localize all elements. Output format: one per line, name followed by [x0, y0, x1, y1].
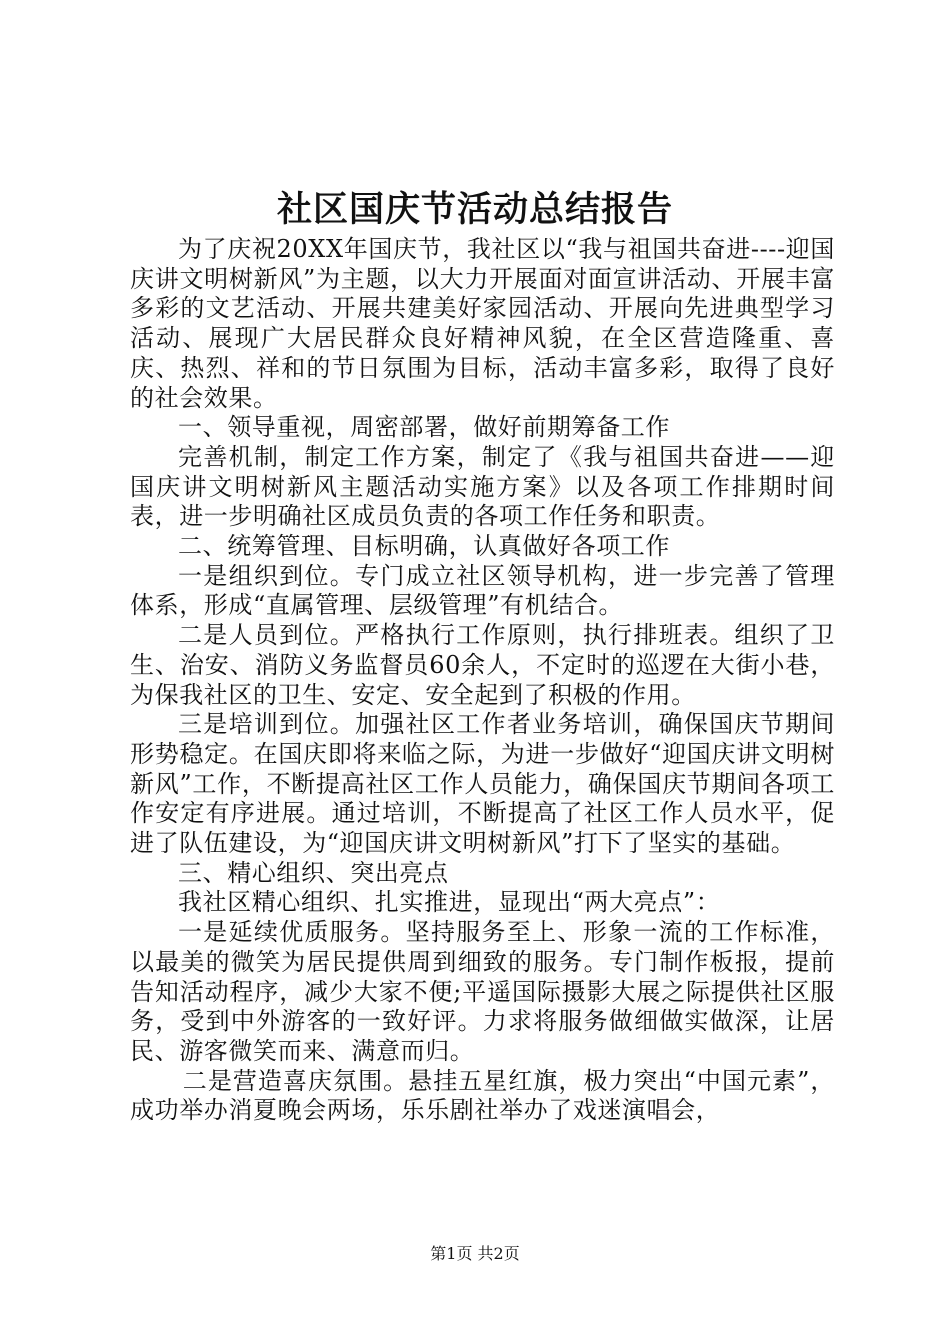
page-title: 社区国庆节活动总结报告 [276, 189, 673, 230]
page-number-footer: 第1页 共2页 [430, 1244, 520, 1263]
intro-paragraph: 为了庆祝20XX年国庆节，我社区以“我与祖国共奋进----迎国庆讲文明树新风”为主题，以大力开展面对面宣讲活动、开展丰富多彩的文艺活动、开展共建美好家园活动、开展向先进典型学习活动、展现广大居民群众良好精神风貌，在全区营造隆重、喜庆、热烈、祥和的节日氛围为目标，活动丰富多彩，取得了良好的社会效果。 [130, 235, 835, 412]
section-heading-2: 二、统筹管理、目标明确，认真做好各项工作 [178, 532, 670, 561]
body-paragraph: 二是营造喜庆氛围。悬挂五星红旗，极力突出“中国元素”，成功举办消夏晚会两场，乐乐剧社举办了戏迷演唱会， [130, 1066, 835, 1125]
body-paragraph: 三是培训到位。加强社区工作者业务培训，确保国庆节期间形势稳定。在国庆即将来临之际，为进一步做好“迎国庆讲文明树新风”工作，不断提高社区工作人员能力，确保国庆节期间各项工作安定有序进展。通过培训，不断提高了社区工作人员水平，促进了队伍建设，为“迎国庆讲文明树新风”打下了坚实的基础。 [130, 710, 835, 858]
section-heading-3: 三、精心组织、突出亮点 [178, 858, 449, 887]
body-paragraph: 完善机制，制定工作方案，制定了《我与祖国共奋进——迎国庆讲文明树新风主题活动实施方案》以及各项工作排期时间表，进一步明确社区成员负责的各项工作任务和职责。 [130, 442, 835, 531]
body-paragraph: 二是人员到位。严格执行工作原则，执行排班表。组织了卫生、治安、消防义务监督员60余人，不定时的巡逻在大街小巷，为保我社区的卫生、安定、安全起到了积极的作用。 [130, 621, 835, 709]
body-paragraph: 一是延续优质服务。坚持服务至上、形象一流的工作标准，以最美的微笑为居民提供周到细致的服务。专门制作板报，提前告知活动程序，减少大家不便;平遥国际摄影大展之际提供社区服务，受到中外游客的一致好评。力求将服务做细做实做深，让居民、游客微笑而来、满意而归。 [130, 918, 835, 1065]
section-heading-1: 一、领导重视，周密部署，做好前期筹备工作 [178, 413, 670, 442]
body-paragraph: 我社区精心组织、扎实推进，显现出“两大亮点”： [178, 888, 721, 917]
document-body [130, 235, 835, 1126]
body-paragraph: 一是组织到位。专门成立社区领导机构，进一步完善了管理体系，形成“直属管理、层级管理”有机结合。 [130, 561, 835, 620]
